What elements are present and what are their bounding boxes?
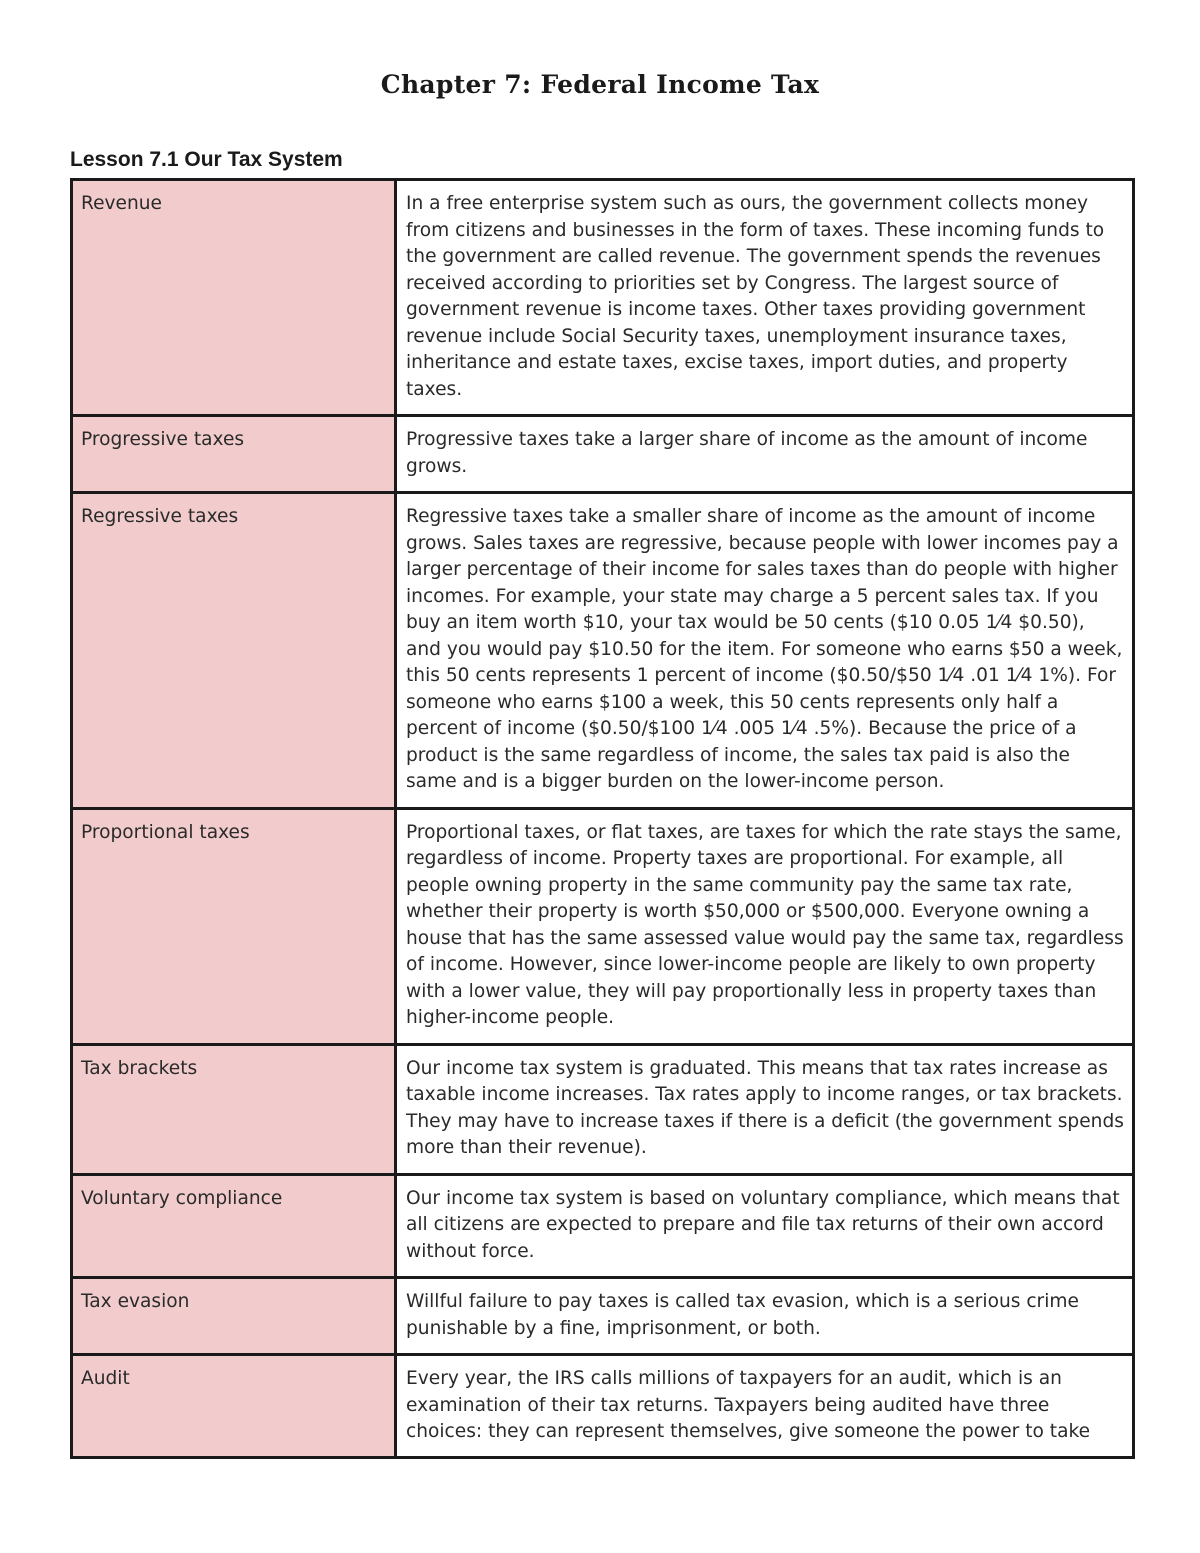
term-cell: Revenue [72, 180, 396, 416]
definition-cell: Regressive taxes take a smaller share of income as the amount of income grows. Sales taxes are regressive, because people with lower incomes pay a larger percentage of their income for sales taxes than do people with higher incomes. For example, your state may charge a 5 percent sales tax. If you buy an item worth $10, your tax would be 50 cents ($10 0.05 1⁄4 $0.50), and you would pay $10.50 for the item. For someone who earns $50 a week, this 50 cents represents 1 percent of income ($0.50/$50 1⁄4 .01 1⁄4 1%). For someone who earns $100 a week, this 50 cents represents only half a percent of income ($0.50/$100 1⁄4 .005 1⁄4 .5%). Because the price of a product is the same regardless of income, the sales tax paid is also the same and is a bigger burden on the lower-income person. [396, 493, 1134, 809]
definition-cell: Our income tax system is graduated. This means that tax rates increase as taxable income increases. Tax rates apply to income ranges, or tax brackets. They may have to increase taxes if there is a deficit (the government spends more than their revenue). [396, 1044, 1134, 1174]
definition-cell: Our income tax system is based on voluntary compliance, which means that all citizens are expected to prepare and file tax returns of their own accord without force. [396, 1174, 1134, 1278]
definition-cell: Willful failure to pay taxes is called tax evasion, which is a serious crime punishable by a fine, imprisonment, or both. [396, 1278, 1134, 1355]
table-row [72, 180, 1134, 416]
definition-cell: Progressive taxes take a larger share of income as the amount of income grows. [396, 416, 1134, 493]
table-row [72, 1278, 1134, 1355]
vocabulary-table [70, 178, 1135, 1459]
table-row [72, 416, 1134, 493]
term-cell: Progressive taxes [72, 416, 396, 493]
page-title: Chapter 7: Federal Income Tax [380, 70, 820, 99]
term-cell: Regressive taxes [72, 493, 396, 809]
table-row [72, 1355, 1134, 1458]
term-cell: Audit [72, 1355, 396, 1458]
definition-cell: Every year, the IRS calls millions of taxpayers for an audit, which is an examination of their tax returns. Taxpayers being audited have three choices: they can represent themselves, give someone the power to take [396, 1355, 1134, 1458]
table-row [72, 493, 1134, 809]
term-cell: Proportional taxes [72, 808, 396, 1044]
table-row [72, 1174, 1134, 1278]
term-cell: Tax brackets [72, 1044, 396, 1174]
term-cell: Tax evasion [72, 1278, 396, 1355]
definition-cell: Proportional taxes, or flat taxes, are taxes for which the rate stays the same, regardless of income. Property taxes are proportional. For example, all people owning property in the same community pay the same tax rate, whether their property is worth $50,000 or $500,000. Everyone owning a house that has the same assessed value would pay the same tax, regardless of income. However, since lower-income people are likely to own property with a lower value, they will pay proportionally less in property taxes than higher-income people. [396, 808, 1134, 1044]
table-row [72, 1044, 1134, 1174]
definition-cell: In a free enterprise system such as ours, the government collects money from citizens and businesses in the form of taxes. These incoming funds to the government are called revenue. The government spends the revenues received according to priorities set by Congress. The largest source of government revenue is income taxes. Other taxes providing government revenue include Social Security taxes, unemployment insurance taxes, inheritance and estate taxes, excise taxes, import duties, and property taxes. [396, 180, 1134, 416]
table-row [72, 808, 1134, 1044]
term-cell: Voluntary compliance [72, 1174, 396, 1278]
lesson-heading: Lesson 7.1 Our Tax System [70, 148, 343, 171]
